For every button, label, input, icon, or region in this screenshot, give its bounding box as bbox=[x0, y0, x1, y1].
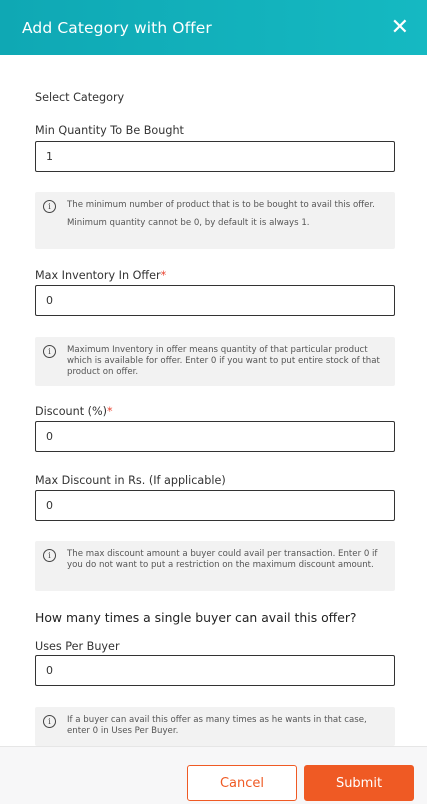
info-circle-icon: i bbox=[43, 345, 56, 358]
cancel-button[interactable]: Cancel bbox=[187, 765, 297, 801]
max-inventory-info bbox=[35, 337, 395, 386]
required-mark: * bbox=[107, 405, 113, 418]
uses-question: How many times a single buyer can avail this offer? bbox=[35, 610, 357, 625]
max-inventory-input[interactable] bbox=[35, 285, 395, 316]
discount-label bbox=[35, 405, 113, 418]
max-inventory-info-text: Maximum Inventory in offer means quantity of that particular product which is available for offer. Enter 0 if you want to put entire stock of that product on offer. bbox=[67, 345, 380, 377]
min-quantity-info-line-1: The minimum number of product that is to be bought to avail this offer. bbox=[67, 200, 375, 210]
max-inventory-label-text: Max Inventory In Offer bbox=[35, 269, 161, 282]
max-discount-info-text: The max discount amount a buyer could avail per transaction. Enter 0 if you do not want to put a restriction on the maximum discount amount. bbox=[67, 549, 378, 570]
submit-button[interactable]: Submit bbox=[304, 765, 414, 801]
select-category-label: Select Category bbox=[35, 91, 125, 104]
max-discount-input[interactable] bbox=[35, 490, 395, 521]
modal-footer bbox=[0, 746, 427, 804]
info-circle-icon: i bbox=[43, 715, 56, 728]
modal-title: Add Category with Offer bbox=[22, 18, 212, 37]
max-inventory-label bbox=[35, 269, 166, 282]
uses-per-buyer-label: Uses Per Buyer bbox=[35, 640, 120, 653]
modal-header bbox=[0, 0, 427, 55]
min-quantity-input[interactable] bbox=[35, 141, 395, 172]
min-quantity-info-line-2: Minimum quantity cannot be 0, by default it is always 1. bbox=[67, 218, 310, 228]
info-circle-icon: i bbox=[43, 200, 56, 213]
min-quantity-label: Min Quantity To Be Bought bbox=[35, 124, 184, 137]
max-discount-info bbox=[35, 541, 395, 591]
max-discount-label: Max Discount in Rs. (If applicable) bbox=[35, 474, 226, 487]
close-icon[interactable]: ✕ bbox=[390, 14, 409, 40]
required-mark: * bbox=[160, 269, 167, 282]
min-quantity-info bbox=[35, 192, 395, 249]
uses-per-buyer-input[interactable] bbox=[35, 655, 395, 686]
info-circle-icon: i bbox=[43, 549, 56, 562]
discount-label-text: Discount (%) bbox=[35, 405, 108, 418]
discount-input[interactable] bbox=[35, 421, 395, 452]
uses-per-buyer-info bbox=[35, 707, 395, 746]
uses-per-buyer-info-text: If a buyer can avail this offer as many times as he wants in that case, enter 0 in Uses Per Buyer. bbox=[67, 715, 367, 736]
